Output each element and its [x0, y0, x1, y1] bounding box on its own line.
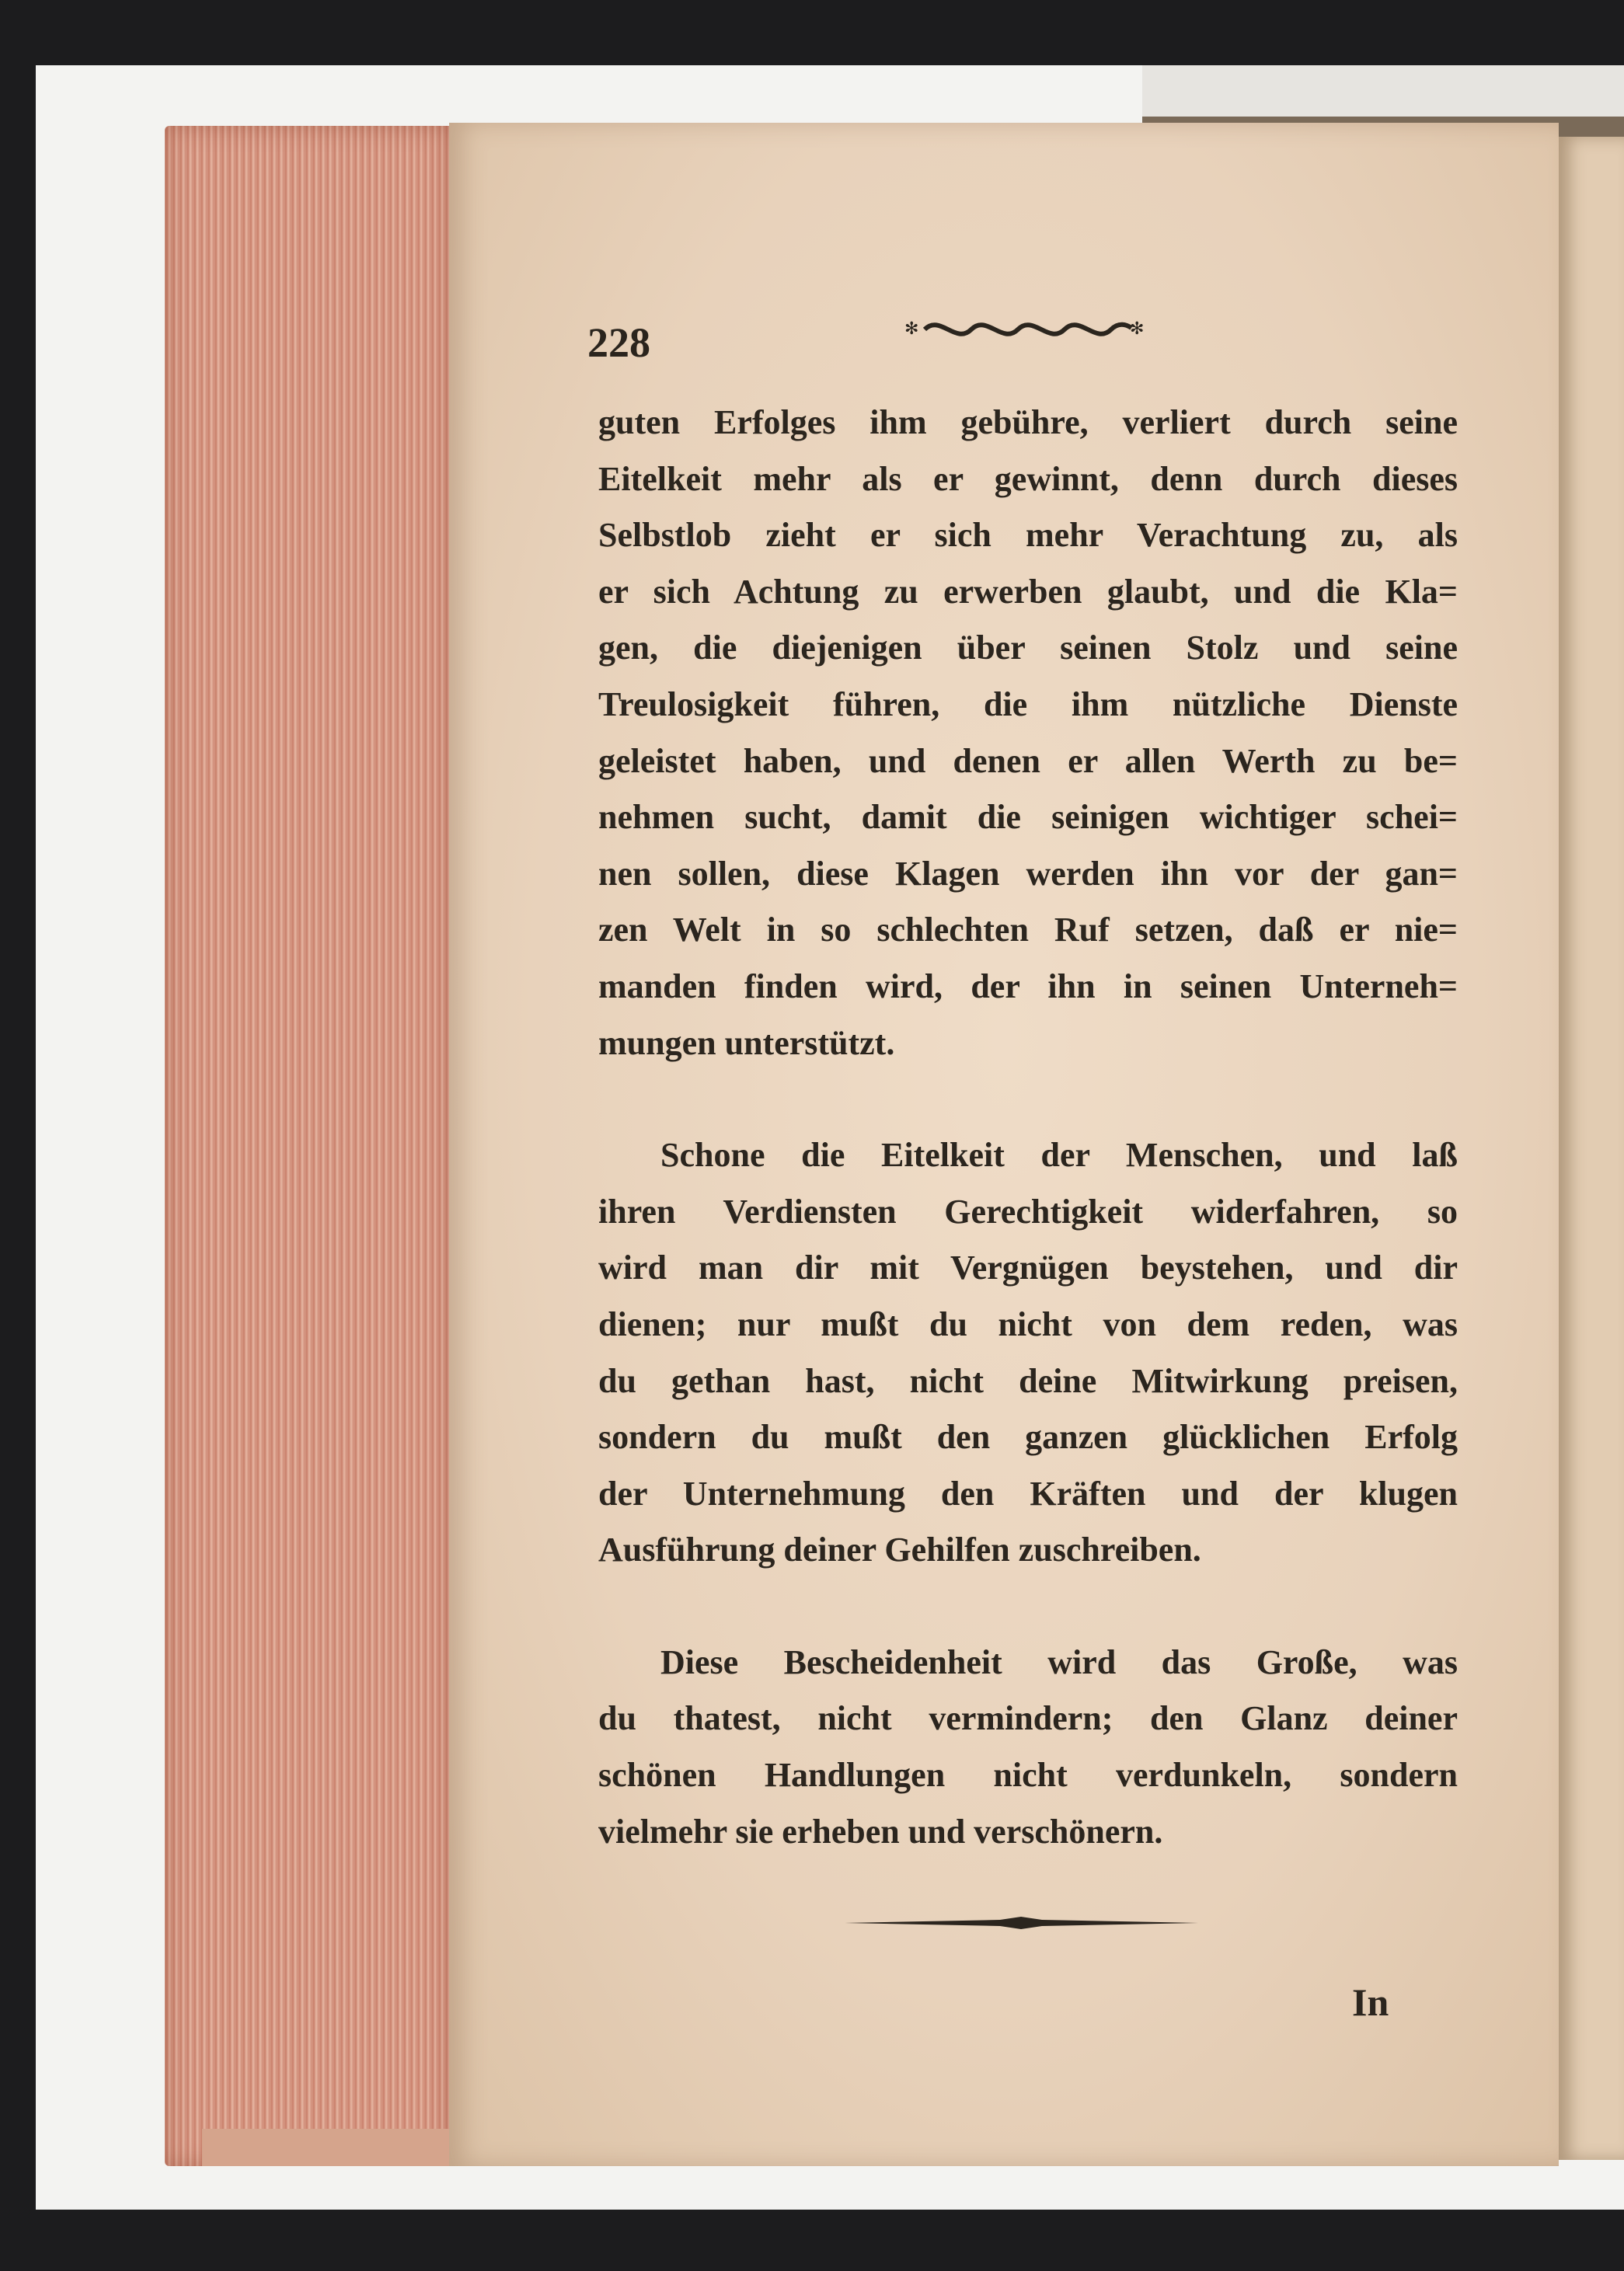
page-edges-bottom — [202, 2129, 451, 2166]
text-line: wird man dir mit Vergnügen beystehen, und dir — [598, 1249, 1458, 1287]
svg-text:✻: ✻ — [904, 319, 919, 338]
svg-text:✻: ✻ — [1130, 319, 1145, 338]
facing-page-edge — [1559, 137, 1624, 2160]
text-line: Eitelkeit mehr als er gewinnt, denn durch dieses — [598, 459, 1458, 498]
text-line: Schone die Eitelkeit der Menschen, und laß — [660, 1136, 1458, 1175]
text-line: schönen Handlungen nicht verdunkeln, sondern — [598, 1756, 1458, 1795]
text-line: er sich Achtung zu erwerben glaubt, und die Kla= — [598, 572, 1458, 611]
catchword: In — [1352, 1980, 1389, 2024]
body-text — [598, 395, 1458, 1860]
text-line: nen sollen, diese Klagen werden ihn vor der gan= — [598, 854, 1458, 893]
text-line: Treulosigkeit führen, die ihm nützliche Dienste — [598, 684, 1458, 723]
text-line: nehmen sucht, damit die seinigen wichtiger schei= — [598, 798, 1458, 837]
text-line: dienen; nur mußt du nicht von dem reden, was — [598, 1304, 1458, 1343]
paragraph-gap — [598, 1579, 1458, 1635]
text-line: Selbstlob zieht er sich mehr Verachtung zu, als — [598, 516, 1458, 555]
text-line: Diese Bescheidenheit wird das Große, was — [660, 1642, 1458, 1681]
text-line: Ausführung deiner Gehilfen zuschreiben. — [598, 1531, 1201, 1569]
text-line: guten Erfolges ihm gebühre, verliert durch seine — [598, 403, 1458, 441]
text-line: der Unternehmung den Kräften und der klugen — [598, 1474, 1458, 1513]
paragraph-gap — [598, 1071, 1458, 1127]
text-line: vielmehr sie erheben und verschönern. — [598, 1812, 1163, 1851]
end-rule-ornament — [845, 1916, 1198, 1930]
text-line: gen, die diejenigen über seinen Stolz und seine — [598, 629, 1458, 667]
text-line: manden finden wird, der ihn in seinen Unterneh= — [598, 967, 1458, 1005]
text-line: sondern du mußt den ganzen glücklichen Erfolg — [598, 1418, 1458, 1457]
text-line: ihren Verdiensten Gerechtigkeit widerfahren, so — [598, 1192, 1458, 1231]
text-line: geleistet haben, und denen er allen Werth zu be= — [598, 741, 1458, 780]
text-line: mungen unterstützt. — [598, 1023, 895, 1062]
text-line: du thatest, nicht vermindern; den Glanz deiner — [598, 1699, 1458, 1738]
header-ornament-icon — [901, 309, 1150, 348]
text-line: zen Welt in so schlechten Ruf setzen, daß er nie= — [598, 911, 1458, 949]
page-edges-stack — [165, 126, 452, 2166]
page-number: 228 — [587, 319, 650, 366]
text-line: du gethan hast, nicht deine Mitwirkung preisen, — [598, 1361, 1458, 1400]
